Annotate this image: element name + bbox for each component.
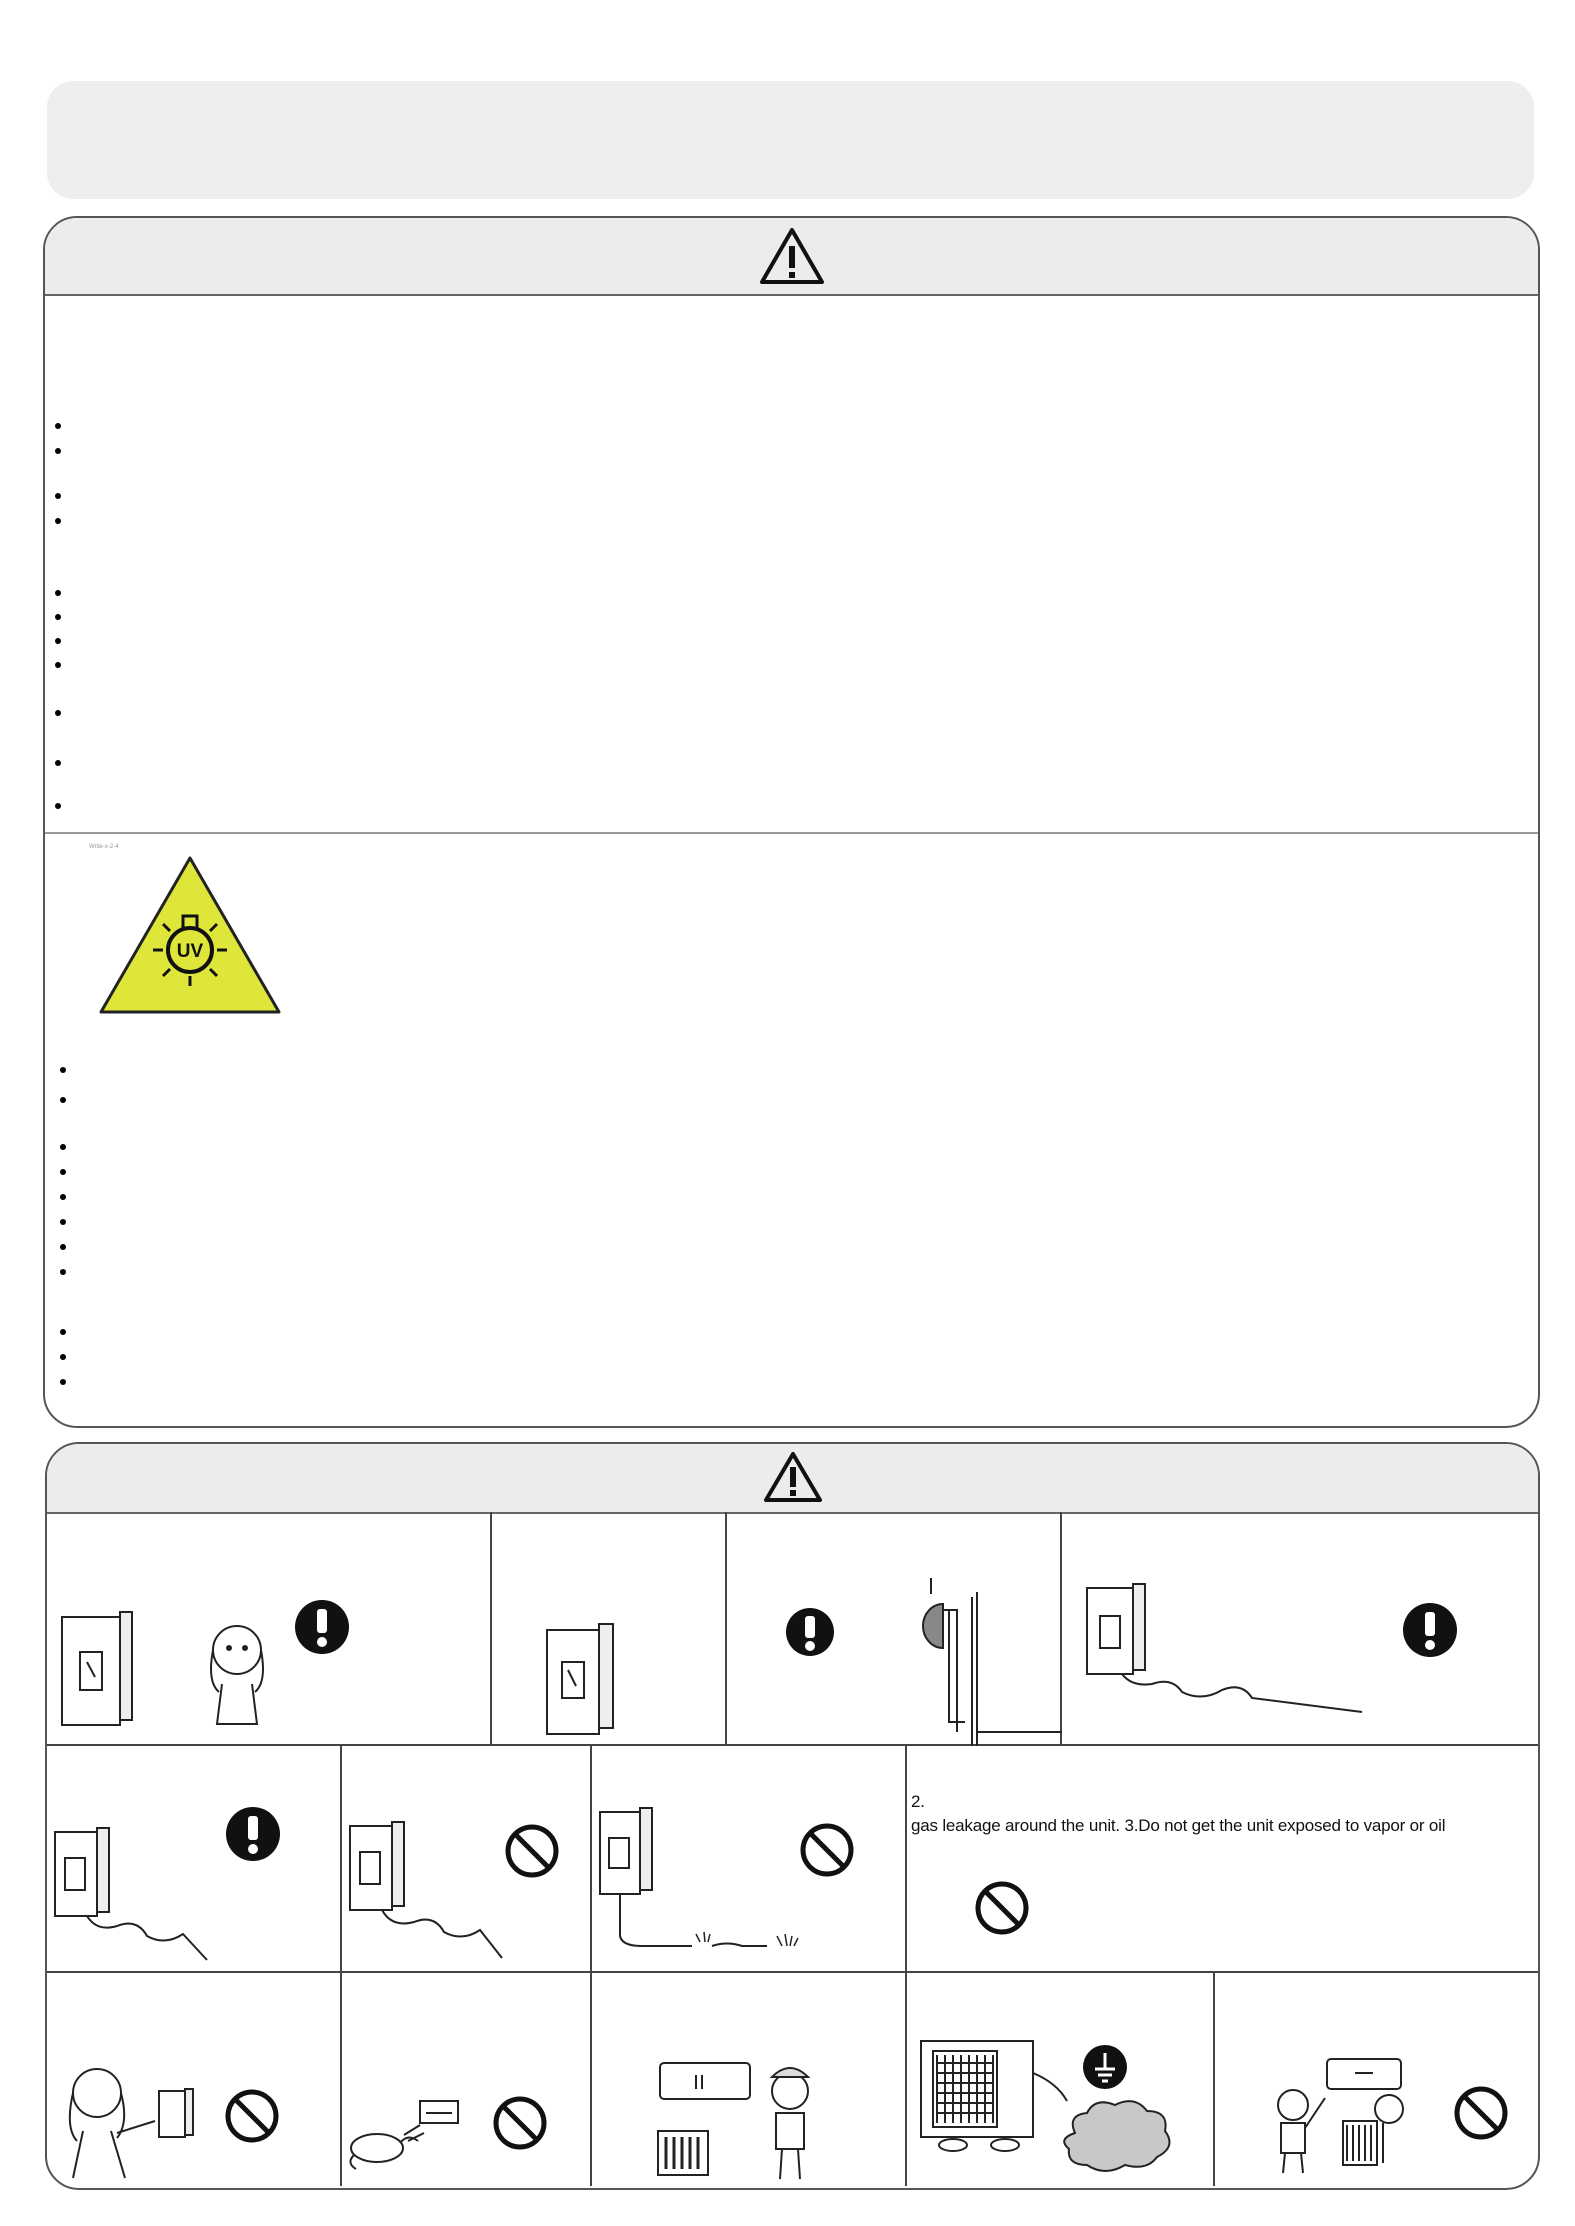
cell-number: 2.: [911, 1792, 925, 1811]
warning-triangle-icon: [759, 226, 825, 286]
bullet-marker: [55, 423, 61, 429]
bullet-marker: [55, 518, 61, 524]
illustration-cell: [907, 1973, 1215, 2186]
outdoor-unit-icon: [658, 2131, 708, 2175]
uv-warning-icon: [95, 850, 285, 1020]
caution-panel-header: [47, 1444, 1538, 1514]
illustration-cell: [492, 1512, 727, 1746]
text-cell: [907, 1746, 1538, 1973]
woman-figure-icon: [211, 1626, 263, 1724]
breaker-switch-icon: [600, 1808, 652, 1894]
ac-unit-icon: [660, 2063, 750, 2099]
mandatory-icon: [226, 1807, 280, 1861]
woman-figure-icon: [70, 2069, 155, 2178]
section-divider: [45, 832, 1538, 834]
bullet-marker: [55, 638, 61, 644]
bullet-marker: [55, 710, 61, 716]
bullet-marker: [60, 1169, 66, 1175]
uv-label: UV: [176, 941, 204, 962]
child-figure-icon: [1278, 2090, 1403, 2173]
warning-triangle-icon: [763, 1450, 823, 1504]
illustration-cell: [592, 1746, 907, 1973]
bullet-marker: [60, 1269, 66, 1275]
prohibited-icon: [978, 1884, 1026, 1932]
smoke-cloud-icon: [1064, 2101, 1169, 2171]
title-bar: [47, 81, 1534, 199]
spark-icon: [696, 1932, 798, 1946]
illustration-cell: [1062, 1512, 1538, 1746]
prohibited-icon: [508, 1827, 556, 1875]
bullet-marker: [60, 1379, 66, 1385]
mandatory-icon: [786, 1608, 834, 1656]
bullet-marker: [60, 1219, 66, 1225]
mandatory-icon: [1403, 1603, 1457, 1657]
bullet-marker: [60, 1194, 66, 1200]
bullet-marker: [60, 1354, 66, 1360]
breaker-switch-icon: [350, 1822, 404, 1910]
coiled-cable-icon: [1122, 1674, 1362, 1712]
ground-icon: [1083, 2045, 1127, 2089]
outdoor-unit-icon: [1343, 2121, 1377, 2165]
bullet-marker: [55, 590, 61, 596]
illustration-cell: [727, 1512, 1062, 1746]
bullet-marker: [60, 1244, 66, 1250]
illustration-cell: [1215, 1973, 1538, 2186]
uv-caption: Write-x-2-4: [89, 844, 119, 850]
mandatory-icon: [295, 1600, 349, 1654]
child-figure-icon: [772, 2068, 808, 2179]
bullet-marker: [55, 760, 61, 766]
bullet-marker: [60, 1097, 66, 1103]
illustration-cell: [47, 1746, 342, 1973]
prohibited-icon: [228, 2092, 276, 2140]
illustration-cell: [47, 1512, 492, 1746]
bullet-marker: [60, 1067, 66, 1073]
cell-body-text: gas leakage around the unit. 3.Do not get the unit exposed to vapor or oil: [911, 1816, 1446, 1835]
breaker-switch-icon: [62, 1612, 132, 1725]
bullet-marker: [60, 1144, 66, 1150]
wall-pipe-icon: [923, 1578, 1062, 1746]
bullet-marker: [60, 1329, 66, 1335]
breaker-switch-icon: [1087, 1584, 1145, 1674]
ac-unit-icon: [1327, 2059, 1401, 2089]
illustration-cell: [342, 1973, 592, 2186]
coiled-cable-icon: [382, 1910, 502, 1958]
sleeping-person-icon: [350, 2125, 424, 2169]
bullet-marker: [55, 448, 61, 454]
breaker-switch-icon: [159, 2089, 193, 2137]
prohibited-icon: [496, 2099, 544, 2147]
bullet-marker: [55, 662, 61, 668]
caution-panel: [45, 1442, 1540, 2190]
cut-cable-icon: [620, 1894, 767, 1946]
illustration-cell: [47, 1973, 342, 2186]
illustration-cell: [342, 1746, 592, 1973]
prohibited-icon: [1457, 2089, 1505, 2137]
warning-panel-header: [45, 218, 1538, 296]
warning-panel: [43, 216, 1540, 1428]
outdoor-unit-icon: [921, 2041, 1067, 2151]
bullet-marker: [55, 493, 61, 499]
bullet-marker: [55, 803, 61, 809]
bullet-marker: [55, 614, 61, 620]
breaker-switch-icon: [55, 1828, 109, 1916]
illustration-cell: [592, 1973, 907, 2186]
prohibited-icon: [803, 1826, 851, 1874]
breaker-switch-icon: [547, 1624, 613, 1734]
coiled-cable-icon: [87, 1916, 207, 1960]
ac-unit-icon: [420, 2101, 458, 2123]
